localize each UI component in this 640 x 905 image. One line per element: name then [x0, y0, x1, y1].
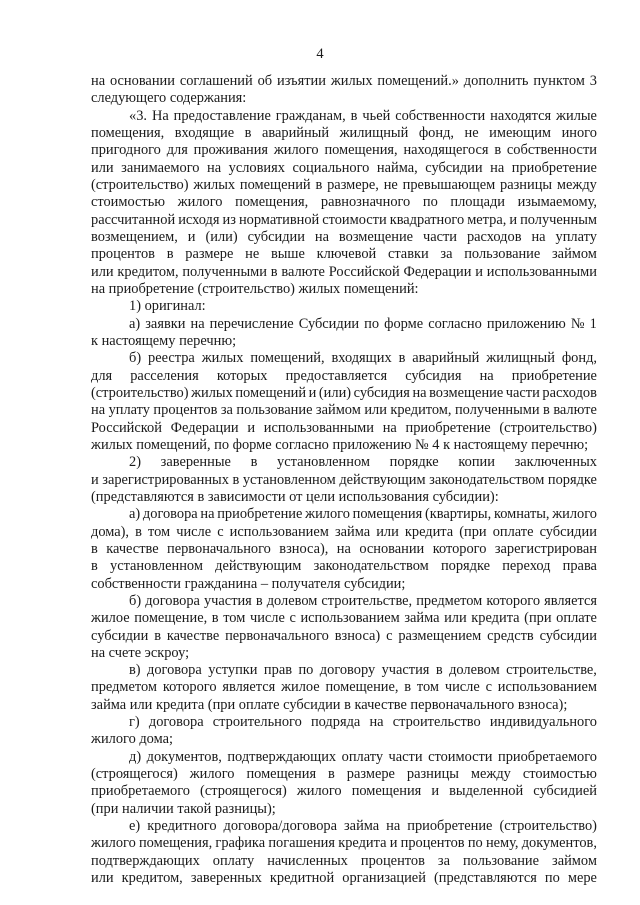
paragraph: [91, 454, 597, 506]
paragraph: [91, 73, 597, 108]
text-line: жилого дома;: [91, 731, 173, 748]
text-line: на уплату процентов за пользование займом или кредитом, полученными в валюте: [91, 402, 597, 419]
paragraph: [91, 316, 597, 351]
paragraph: [91, 714, 597, 749]
text-line: помещения, входящие в аварийный жилищный фонд, не имеющим иного: [91, 124, 597, 141]
paragraph: [91, 593, 597, 662]
text-line: для расселения которых предоставляется субсидия на приобретение: [91, 367, 597, 384]
text-line: 1) оригинал:: [129, 298, 206, 315]
text-line: или кредитом, заверенных кредитной организацией (представляются по мере: [91, 870, 597, 887]
text-line: а) заявки на перечисление Субсидии по форме согласно приложению № 1: [129, 315, 597, 332]
text-line: займа или кредита (при оплате субсидии в качестве первоначального взноса);: [91, 696, 568, 713]
text-line: или занимаемого на условиях социального найма, субсидии на приобретение: [91, 159, 597, 176]
text-line: подтверждающих оплату начисленных процентов за пользование займом: [91, 852, 597, 869]
text-line: субсидии в качестве первоначального взноса) с размещением средств субсидии: [91, 627, 597, 644]
text-line: стоимостью жилого помещения, равнозначного по площади изымаемому,: [91, 194, 597, 211]
text-line: б) реестра жилых помещений, входящих в аварийный жилищный фонд,: [129, 350, 597, 367]
paragraph: [91, 818, 597, 887]
text-line: а) договора на приобретение жилого помещения (квартиры, комнаты, жилого: [129, 506, 597, 523]
paragraph: [91, 506, 597, 593]
text-line: (строящегося) жилого помещения в размере разницы между стоимостью: [91, 766, 597, 783]
text-line: (представляются в зависимости от цели использования субсидии):: [91, 488, 499, 505]
text-line: в установленном действующим законодательством порядке переход права: [91, 558, 597, 575]
paragraph: [91, 749, 597, 818]
text-line: 2) заверенные в установленном порядке копии заключенных: [129, 454, 597, 471]
text-line: жилых помещений, по форме согласно приложению № 4 к настоящему перечню;: [91, 436, 589, 453]
text-line: (при наличии такой разницы);: [91, 800, 276, 817]
text-line: (строительство) жилых помещений в размере, не превышающем разницы между: [91, 176, 597, 193]
text-line: жилое помещение, в том числе с использованием займа или кредита (при оплате: [91, 610, 597, 627]
text-line: б) договора участия в долевом строительстве, предметом которого является: [129, 592, 597, 609]
text-line: на приобретение (строительство) жилых помещений:: [91, 280, 419, 297]
paragraph: [91, 662, 597, 714]
text-line: процентов в размере не выше ключевой ставки за пользование займом: [91, 246, 597, 263]
text-line: в качестве первоначального взноса), на основании которого зарегистрирован: [91, 540, 597, 557]
text-line: (строительство) жилых помещений и (или) субсидия на возмещение части расходов: [91, 384, 597, 401]
text-line: е) кредитного договора/договора займа на приобретение (строительство): [129, 818, 597, 835]
text-line: «3. На предоставление гражданам, в чьей собственности находятся жилые: [129, 107, 597, 124]
paragraph: [91, 298, 597, 315]
text-line: и зарегистрированных в установленном действующим законодательством порядке: [91, 471, 597, 488]
text-line: г) договора строительного подряда на строительство индивидуального: [129, 714, 597, 731]
text-line: собственности гражданина – получателя субсидии;: [91, 575, 406, 592]
text-line: рассчитанной исходя из нормативной стоимости квадратного метра, и полученным: [91, 211, 597, 228]
document-body: [91, 73, 597, 887]
text-line: на счете эскроу;: [91, 644, 190, 661]
text-line: пригодного для проживания жилого помещения, находящегося в собственности: [91, 142, 597, 159]
text-line: в) договора уступки прав по договору участия в долевом строительстве,: [129, 662, 597, 679]
text-line: на основании соглашений об изъятии жилых помещений.» дополнить пунктом 3: [91, 73, 597, 89]
text-line: возмещением, и (или) субсидии на возмещение части расходов на уплату: [91, 228, 597, 245]
text-line: Российской Федерации и использованными на приобретение (строительство): [91, 419, 597, 436]
text-line: или кредитом, полученными в валюте Российской Федерации и использованными: [91, 263, 597, 280]
text-line: д) документов, подтверждающих оплату части стоимости приобретаемого: [129, 748, 597, 765]
text-line: жилого помещения, графика погашения кредита и процентов по нему, документов,: [91, 835, 597, 852]
text-line: к настоящему перечню;: [91, 332, 237, 349]
text-line: следующего содержания:: [91, 90, 247, 107]
text-line: дома), в том числе с использованием займа или кредита (при оплате субсидии: [91, 523, 597, 540]
paragraph: [91, 350, 597, 454]
page-number: 4: [316, 46, 324, 62]
paragraph: [91, 108, 597, 299]
text-line: предметом которого является жилое помещение, в том числе с использованием: [91, 679, 597, 696]
text-line: приобретаемого (строящегося) жилого помещения и выделенной субсидией: [91, 783, 597, 800]
